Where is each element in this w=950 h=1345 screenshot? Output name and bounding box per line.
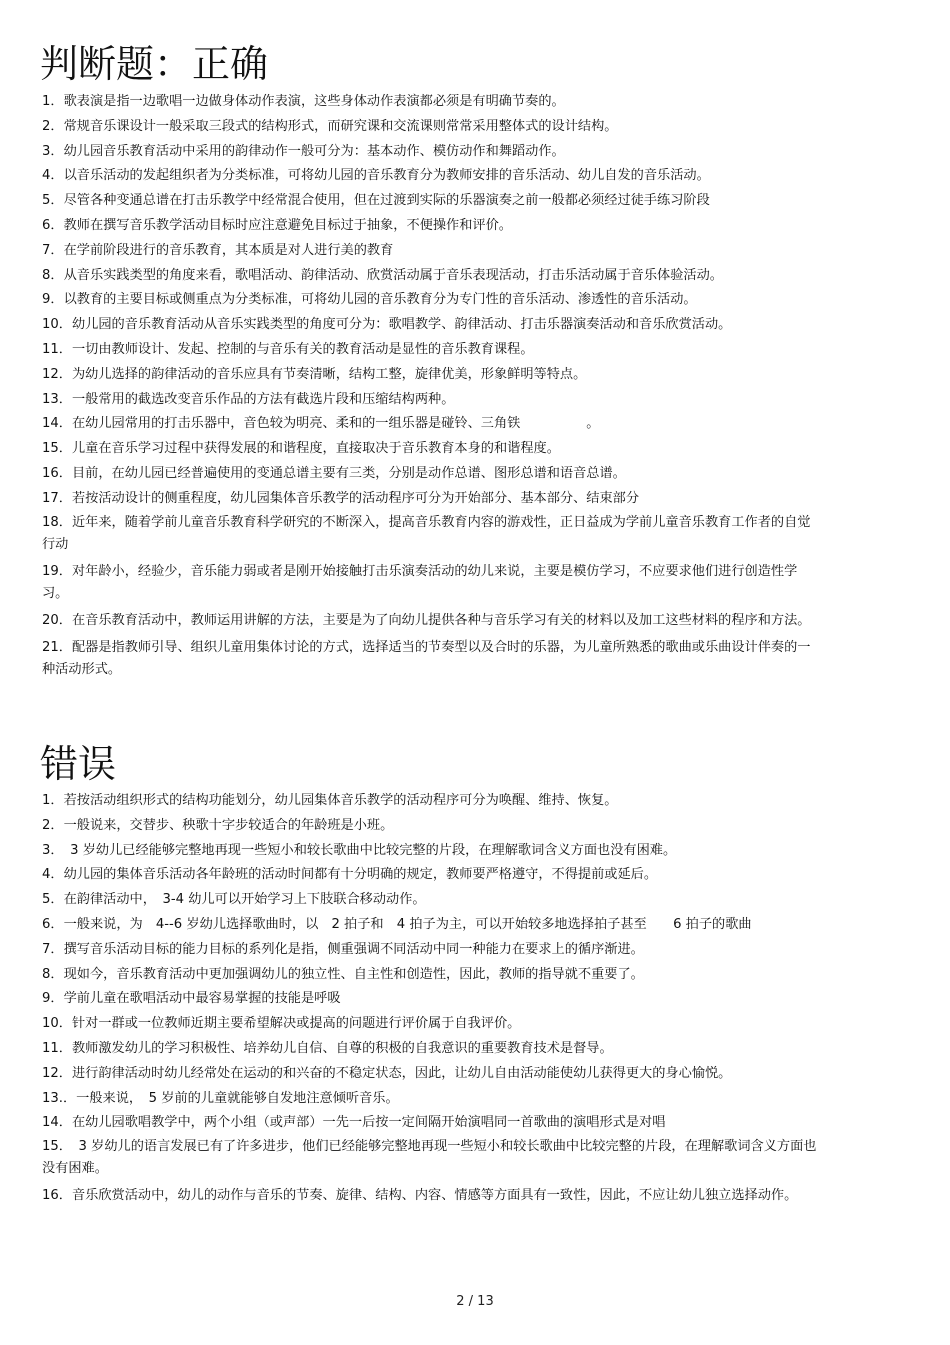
- list-item: 5．在韵律活动中， 3-4 幼儿可以开始学习上下肢联合移动动作。: [42, 892, 426, 908]
- list-item: 1．歌表演是指一边歌唱一边做身体动作表演，这些身体动作表演都必须是有明确节奏的。: [42, 94, 565, 109]
- list-item: 12．为幼儿选择的韵律活动的音乐应具有节奏清晰，结构工整，旋律优美，形象鲜明等特点。: [42, 366, 587, 382]
- list-item: 13．一般常用的截选改变音乐作品的方法有截选片段和压缩结构两种。: [42, 391, 455, 407]
- wrong-statements-list: [42, 789, 857, 1212]
- list-item: 15． 3 岁幼儿的语言发展已有了许多进步，他们已经能够完整地再现一些短小和较长歌曲中比较完整的片段，在理解歌词含义方面也没有困难。: [42, 1139, 817, 1177]
- list-item: 6．一般来说，为 4--6 岁幼儿选择歌曲时，以 2 拍子和 4 拍子为主，可以开始较多地选择拍子甚至 6 拍子的歌曲: [42, 916, 752, 932]
- list-item: 2．一般说来，交替步、秧歌十字步较适合的年龄班是小班。: [42, 817, 394, 833]
- list-item: 9．以教育的主要目标或侧重点为分类标准，可将幼儿园的音乐教育分为专门性的音乐活动、渗透性的音乐活动。: [42, 292, 697, 308]
- list-item: 4．以音乐活动的发起组织者为分类标准，可将幼儿园的音乐教育分为教师安排的音乐活动、幼儿自发的音乐活动。: [42, 168, 710, 184]
- list-item: 8．现如今，音乐教育活动中更加强调幼儿的独立性、自主性和创造性，因此，教师的指导就不重要了。: [42, 966, 644, 982]
- list-item: 14．在幼儿园歌唱教学中，两个小组（或声部）一先一后按一定间隔开始演唱同一首歌曲的演唱形式是对唱: [42, 1115, 666, 1131]
- list-item: 9．学前儿童在歌唱活动中最容易掌握的技能是呼吸: [42, 991, 341, 1007]
- list-item: 5．尽管各种变通总谱在打击乐教学中经常混合使用，但在过渡到实际的乐器演奏之前一般都必须经过徒手练习阶段: [42, 193, 710, 209]
- list-item: 10．针对一群或一位教师近期主要希望解决或提高的问题进行评价属于自我评价。: [42, 1016, 521, 1032]
- list-item: 16．目前，在幼儿园已经普遍使用的变通总谱主要有三类，分别是动作总谱、图形总谱和语音总谱。: [42, 465, 626, 481]
- list-item: 16．音乐欣赏活动中，幼儿的动作与音乐的节奏、旋律、结构、内容、情感等方面具有一致性，因此，不应让幼儿独立选择动作。: [42, 1188, 798, 1204]
- list-item: 3．幼儿园音乐教育活动中采用的韵律动作一般可分为：基本动作、模仿动作和舞蹈动作。: [42, 143, 565, 159]
- list-item: 2．常规音乐课设计一般采取三段式的结构形式，而研究课和交流课则常常采用整体式的设计结构。: [42, 118, 618, 134]
- list-item: 11．一切由教师设计、发起、控制的与音乐有关的教育活动是显性的音乐教育课程。: [42, 341, 534, 357]
- correct-statements-list: [42, 90, 857, 686]
- list-item: 19．对年龄小，经验少，音乐能力弱或者是刚开始接触打击乐演奏活动的幼儿来说，主要是模仿学习，不应要求他们进行创造性学习。: [42, 563, 798, 601]
- list-item: 13.．一般来说， 5 岁前的儿童就能够自发地注意倾听音乐。: [42, 1090, 399, 1106]
- list-item: 12．进行韵律活动时幼儿经常处在运动的和兴奋的不稳定状态，因此，让幼儿自由活动能使幼儿获得更大的身心愉悦。: [42, 1065, 732, 1081]
- list-item: 1．若按活动组织形式的结构功能划分，幼儿园集体音乐教学的活动程序可分为唤醒、维持、恢复。: [42, 793, 618, 808]
- list-item: 18．近年来，随着学前儿童音乐教育科学研究的不断深入，提高音乐教育内容的游戏性，正日益成为学前儿童音乐教育工作者的自觉行动: [42, 514, 811, 552]
- section-title-correct: 判断题：正确: [40, 42, 269, 86]
- section-title-wrong: 错误: [40, 742, 117, 786]
- list-item: 4．幼儿园的集体音乐活动各年龄班的活动时间都有十分明确的规定，教师要严格遵守，不得提前或延后。: [42, 867, 658, 883]
- list-item: 10．幼儿园的音乐教育活动从音乐实践类型的角度可分为：歌唱教学、韵律活动、打击乐器演奏活动和音乐欣赏活动。: [42, 317, 732, 333]
- page-number: 2 / 13: [456, 1294, 494, 1309]
- list-item: 21．配器是指教师引导、组织儿童用集体讨论的方式，选择适当的节奏型以及合时的乐器，为儿童所熟悉的歌曲或乐曲设计伴奏的一种活动形式。: [42, 639, 811, 677]
- list-item: 11．教师激发幼儿的学习积极性、培养幼儿自信、自尊的积极的自我意识的重要教育技术是督导。: [42, 1040, 613, 1056]
- list-item: 3． 3 岁幼儿已经能够完整地再现一些短小和较长歌曲中比较完整的片段，在理解歌词含义方面也没有困难。: [42, 842, 677, 858]
- list-item: 17．若按活动设计的侧重程度，幼儿园集体音乐教学的活动程序可分为开始部分、基本部分、结束部分: [42, 490, 640, 506]
- list-item: 7．撰写音乐活动目标的能力目标的系列化是指，侧重强调不同活动中同一种能力在要求上的循序渐进。: [42, 941, 644, 957]
- list-item: 20．在音乐教育活动中，教师运用讲解的方法，主要是为了向幼儿提供各种与音乐学习有关的材料以及加工这些材料的程序和方法。: [42, 612, 811, 628]
- list-item: 7．在学前阶段进行的音乐教育，其本质是对人进行美的教育: [42, 242, 394, 258]
- list-item: 8．从音乐实践类型的角度来看，歌唱活动、韵律活动、欣赏活动属于音乐表现活动，打击乐活动属于音乐体验活动。: [42, 267, 723, 283]
- list-item: 6．教师在撰写音乐教学活动目标时应注意避免目标过于抽象，不便操作和评价。: [42, 217, 512, 233]
- list-item: 15．儿童在音乐学习过程中获得发展的和谐程度，直接取决于音乐教育本身的和谐程度。: [42, 441, 560, 457]
- list-item: 14．在幼儿园常用的打击乐器中，音色较为明亮、柔和的一组乐器是碰铃、三角铁 。: [42, 416, 600, 432]
